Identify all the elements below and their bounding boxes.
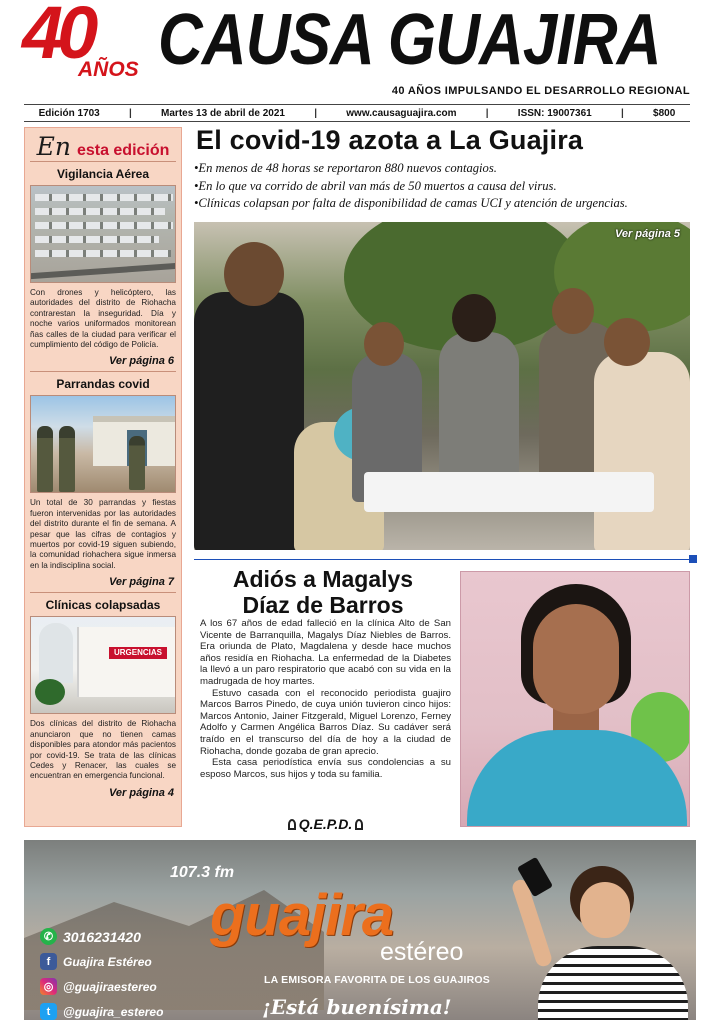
in-this-edition-sidebar [24,127,182,827]
photo-detail [364,472,654,512]
sidebar-story-title: Clínicas colapsadas [45,598,161,613]
edition-date: Martes 13 de abril de 2021 [161,107,285,119]
anniversary-word: AÑOS [78,58,139,81]
lead-bullet: •Clínicas colapsan por falta de disponibilidad de camas UCI y atención de urgencias. [194,196,628,210]
divider [30,592,176,593]
see-page-link[interactable]: Ver página 5 [614,228,680,240]
sidebar-story-aerial [30,167,176,367]
instagram-icon: ◎ [40,978,57,995]
urgencias-sign: URGENCIAS [109,647,167,659]
see-page-link[interactable]: Ver página 7 [108,576,174,589]
twitter-handle: @guajira_estereo [63,1004,164,1019]
sidebar-story-text: Un total de 30 parrandas y fiestas fueron intervenidas por las autoridades del distrito durante el fin de semana. A pesar que las cifras de contagios y muertos por covid-19 siguen subiendo, la comunidad riohachera sigue inmersa en la indisciplina social. [30,498,176,570]
lead-headline: El covid-19 azota a La Guajira [196,125,584,155]
ad-contacts [40,924,163,1020]
obituary-paragraph: Estuvo casada con el reconocido periodista guajiro Marcos Barros Pinedo, de cuya unión tuvieron cinco hijos: Marcos Antonio, Jainer Fitzgerald, Miguel Lorenzo, Ferney Adolfo y Carmen Angélica Barros Díaz. Su cadáver será traído en el transcurso del día de hoy a la ciudad de Riohacha, donde gozaba de gran aprecio. [200,687,451,757]
divider [30,371,176,372]
photo-detail [31,263,176,279]
separator: | [128,107,132,119]
separator: | [314,107,318,119]
facebook-handle: Guajira Estéreo [63,954,152,969]
instagram-contact[interactable] [40,974,163,999]
mourning-ribbon-icon [355,819,363,830]
see-page-link[interactable]: Ver página 6 [108,355,174,368]
twitter-icon: t [40,1003,57,1020]
sidebar-heading [30,132,176,162]
photo-detail [538,946,688,1020]
photo-detail [35,208,165,215]
photo-detail [129,436,145,490]
obituary-headline-line: Díaz de Barros [242,592,404,618]
photo-detail [37,426,53,492]
facebook-contact[interactable] [40,949,163,974]
instagram-handle: @guajiraestereo [63,979,157,994]
mourning-ribbon-icon [288,819,296,830]
newspaper-name: CAUSA GUAJIRA [158,0,661,80]
edition-info-bar [24,104,690,122]
obituary-headline-line: Adiós a Magalys [232,566,414,592]
ad-logo: guajira [210,883,394,948]
photo-detail [533,604,619,714]
price: $800 [653,107,676,119]
radio-station-ad[interactable] [24,840,696,1020]
photo-detail [77,627,176,697]
whatsapp-icon: ✆ [40,928,57,945]
sidebar-story-text: Dos clínicas del distrito de Riohacha anunciaron que no tienen camas disponibles para atondor más pacientos por covid-19. Se trata de las clínicas Cedes y Renacer, las cuales se encuentran en emergencia funcional. [30,719,176,781]
obituary-body [200,618,451,780]
twitter-contact[interactable] [40,999,163,1020]
photo-detail [452,294,496,342]
whatsapp-contact[interactable] [40,924,163,949]
ad-model-photo [524,860,694,1020]
edition-number: Edición 1703 [38,107,100,119]
photo-detail [604,318,650,366]
sidebar-story-parties [30,377,176,588]
obituary-paragraph: Esta casa periodística envía sus condolencias a su esposo Marcos, sus hijos y toda su familia. [200,757,451,780]
photo-detail [35,679,65,705]
lead-bullet: •En lo que va corrido de abril van más de 50 muertos a causa del virus. [194,178,557,193]
sidebar-story-text: Con drones y helicóptero, las autoridades del distrito de Riohacha contrarestan la inseguridad. Día y noche varios uniformados monitorean ñas calles de la ciudad para verificar el cumplimiento del código de Policía. [30,288,176,350]
photo-detail [224,242,284,306]
obituary-headline [196,566,450,618]
masthead [0,0,720,130]
ad-frequency: 107.3 fm [170,864,235,881]
lead-bullet: •En menos de 48 horas se reportaron 880 nuevos contagios. [194,161,497,175]
anniversary-logo [22,0,157,84]
sidebar-story-clinics [30,598,176,798]
anniversary-number: 40 [22,0,93,74]
photo-detail [552,288,594,334]
photo-detail [194,292,304,550]
photo-detail [39,623,73,683]
qepd-text: Q.E.P.D. [298,816,353,832]
health-workers-photo [194,222,690,550]
clinic-building-photo [30,616,176,714]
sidebar-story-title: Vigilancia Aérea [56,167,150,181]
photo-detail [35,194,173,201]
sidebar-heading-script: En [36,132,71,161]
see-page-link[interactable]: Ver página 4 [108,786,174,799]
separator: | [620,107,624,119]
facebook-icon: f [40,953,57,970]
lead-bullets [194,160,694,213]
ad-tagline: ¡Está buenísima! [262,995,452,1019]
photo-detail [35,250,171,257]
obituary-paragraph: A los 67 años de edad falleció en la clínica Alto de San Vicente de Barranquilla, Magalys Díaz Niebles de Barros. Era oriunda de Plato, Magdalena y desde hace muchos años residía en Riohacha. La enfermedad de la Diabetes la llevó a un paro respiratorio que acabó con su vida en la madrugada de hoy martes. [200,618,451,687]
phone-number: 3016231420 [63,928,141,945]
sidebar-heading-red: esta edición [76,142,170,159]
photo-detail [364,322,404,366]
separator: | [485,107,489,119]
ad-sublogo: estéreo [380,938,464,966]
section-divider [194,559,690,560]
ad-slogan: LA EMISORA FAVORITA DE LOS GUAJIROS [264,974,490,986]
sidebar-story-title: Parrandas covid [56,377,150,392]
issn: ISSN: 19007361 [517,107,592,119]
aerial-city-photo [30,185,176,283]
photo-detail [59,426,75,492]
photo-detail [580,882,630,938]
website-link[interactable]: www.causaguajira.com [346,107,457,119]
soldiers-street-photo [30,395,176,493]
photo-detail [594,352,690,550]
photo-detail [35,222,173,229]
section-divider-marker [689,555,697,563]
obituary-portrait-photo [460,571,690,827]
photo-detail [35,236,159,243]
qepd-closing [200,816,451,832]
tagline: 40 AÑOS IMPULSANDO EL DESARROLLO REGIONAL [391,85,690,97]
